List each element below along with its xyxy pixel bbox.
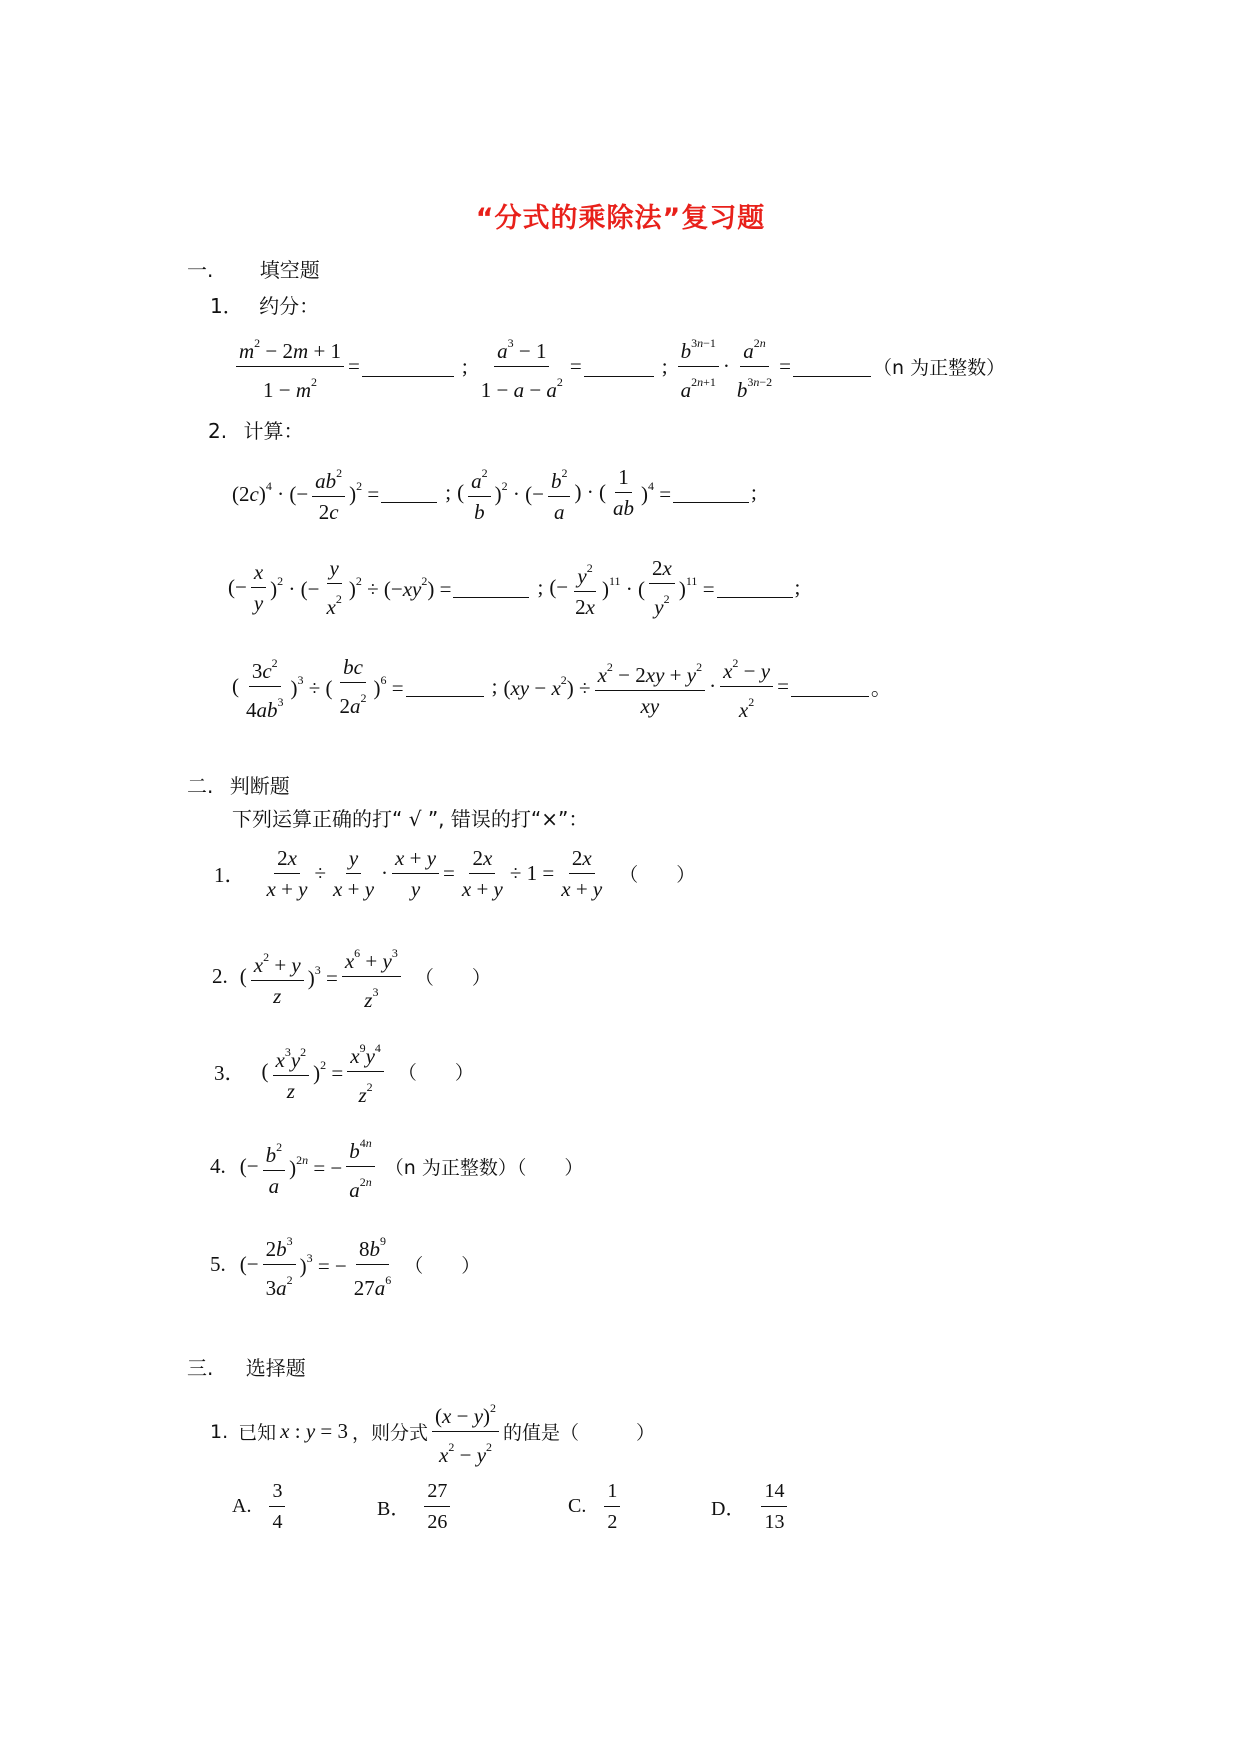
option-label: A. xyxy=(232,1495,252,1517)
fraction: $\frac{x}{y}$ xyxy=(251,559,266,616)
fraction: $\frac{a^{2n}}{b^{3n-2}}$ xyxy=(734,330,775,403)
calc-row-2: (− $\frac{x}{y}$ )$^2$ · (− $\frac{y}{x^2}$ )$^2 \div (-xy^2)$ = ; (− $\frac{y^2}{2x}$ )$^{11}$ · ( $\frac{2x}{y^2}$ )$^{11}$ = ; xyxy=(228,556,801,619)
answer-paren[interactable]: （ ） xyxy=(397,1062,474,1084)
answer-paren[interactable]: （ ） xyxy=(414,967,491,989)
option-c[interactable] xyxy=(568,1478,624,1535)
fraction: $\frac{y}{x^2}$ xyxy=(326,556,342,619)
judge-item-5: 5. (− $\frac{2b^3}{3a^2}$ )$^3$ = − $\frac{8b^9}{27a^6}$ （ ） xyxy=(210,1228,480,1301)
judge-item-1: 1． $\frac{2x}{x + y}$ ÷ $\frac{y}{x + y}$ · $\frac{x + y}{y}$ = $\frac{2x}{x + y}$ ÷ 1 = $\frac{2x}{x + y}$ （ ） xyxy=(214,846,696,901)
fraction: $\frac{27}{26}$ xyxy=(424,1478,450,1535)
item-number: 3． xyxy=(214,1060,246,1085)
fraction: $\frac{b^2}{a}$ xyxy=(263,1134,286,1199)
question-label: 约分： xyxy=(259,294,320,318)
answer-blank[interactable] xyxy=(584,356,654,377)
section-number: 一. xyxy=(187,258,214,282)
fraction: $\frac{b^2}{a}$ xyxy=(548,460,571,525)
answer-blank[interactable] xyxy=(717,577,793,598)
fraction: $\frac{2b^3}{3a^2}$ xyxy=(263,1228,296,1301)
section-number: 三. xyxy=(187,1356,214,1380)
question-number: 1． xyxy=(210,294,243,318)
answer-blank[interactable] xyxy=(362,356,454,377)
calc-row-1: $(2c)^4$ · (− $\frac{ab^2}{2c}$ )$^2$ = ; ( $\frac{a^2}{b}$ )$^2$ · (− $\frac{b^2}{a}$ ) · ( $\frac{1}{ab}$ )$^4$ = ; xyxy=(232,460,757,525)
fraction: $\frac{ab^2}{2c}$ xyxy=(312,460,345,525)
option-label: B． xyxy=(377,1498,411,1520)
fraction: $\frac{y}{x + y}$ xyxy=(333,846,375,901)
answer-blank[interactable] xyxy=(453,577,529,598)
question-1-heading xyxy=(210,290,319,319)
fraction: $\frac{2x}{y^2}$ xyxy=(649,555,675,620)
fraction: $\frac{x^6 + y^3}{z^3}$ xyxy=(342,940,401,1013)
section-1-heading xyxy=(187,254,320,283)
fraction: $\frac{x^9y^4}{z^2}$ xyxy=(347,1035,384,1108)
answer-paren[interactable]: （ ） xyxy=(619,864,696,886)
fraction: $\frac{2x}{x + y}$ xyxy=(266,846,308,901)
fraction: $\frac{a^3 - 1}{1 - a - a^2}$ xyxy=(478,330,566,403)
fraction: $\frac{b^{3n-1}}{a^{2n+1}}$ xyxy=(678,330,719,403)
fraction: $\frac{bc}{2a^2}$ xyxy=(339,655,367,718)
question-2-heading xyxy=(208,415,303,444)
section-3-heading xyxy=(187,1352,306,1381)
item-number: 2. xyxy=(212,964,228,988)
item-number: 4. xyxy=(210,1154,226,1178)
note-text[interactable]: （n 为正整数）（ ） xyxy=(384,1157,584,1179)
fraction: $\frac{x^2 - 2xy + y^2}{xy}$ xyxy=(595,654,706,719)
fraction: $\frac{x^2 - y}{x^2}$ xyxy=(720,650,773,723)
question-text: 的值是（ ） xyxy=(503,1422,656,1444)
judge-instruction: 下列运算正确的打“ √ ”, 错误的打“×”： xyxy=(232,807,589,831)
reduce-fractions-row: $\frac{m^2 - 2m + 1}{1 - m^2}$ = ; $\frac{a^3 - 1}{1 - a - a^2}$ = ; $\frac{b^{3n-1}}{a^{2n+1}}$ · $\frac{a^{2n}}{b^{3n-2}}$ = （n 为正整数） xyxy=(232,330,1005,403)
option-label: C. xyxy=(568,1495,587,1517)
choice-question-1: 1. 已知 x : y = 3 ，则分式 $\frac{(x - y)^2}{x^2 - y^2}$ 的值是（ ） xyxy=(210,1395,655,1468)
section-number: 二. xyxy=(187,774,214,798)
fraction: $\frac{x^2 + y}{z}$ xyxy=(251,944,304,1009)
judge-item-3: 3． ( $\frac{x^3y^2}{z}$ )$^2$ = $\frac{x^9y^4}{z^2}$ （ ） xyxy=(214,1035,474,1108)
question-text: ，则分式 xyxy=(352,1422,429,1444)
question-text: 已知 xyxy=(238,1422,277,1444)
answer-paren[interactable]: （ ） xyxy=(404,1255,481,1277)
fraction: $\frac{1}{ab}$ xyxy=(612,465,634,520)
judge-item-4: 4. (− $\frac{b^2}{a}$ )$^{2n}$ = − $\frac{b^{4n}}{a^{2n}}$ （n 为正整数）（ ） xyxy=(210,1130,583,1203)
fraction: $\frac{b^{4n}}{a^{2n}}$ xyxy=(346,1130,375,1203)
fraction: $\frac{x + y}{y}$ xyxy=(392,845,439,902)
note-text: （n 为正整数） xyxy=(873,357,1006,379)
fraction: $\frac{8b^9}{27a^6}$ xyxy=(351,1228,395,1301)
option-d[interactable] xyxy=(711,1478,791,1535)
page-title: “分式的乘除法”复习题 xyxy=(475,203,766,234)
question-number: 1. xyxy=(210,1420,229,1443)
question-number: 2. xyxy=(208,419,228,443)
fraction: $\frac{(x - y)^2}{x^2 - y^2}$ xyxy=(432,1395,499,1468)
fraction: $\frac{1}{2}$ xyxy=(604,1478,620,1535)
fraction: $\frac{m^2 - 2m + 1}{1 - m^2}$ xyxy=(236,330,344,403)
fraction: $\frac{2x}{x + y}$ xyxy=(461,846,503,901)
fraction: $\frac{3c^2}{4ab^3}$ xyxy=(243,650,287,723)
section-label: 判断题 xyxy=(229,774,290,798)
fraction: $\frac{3}{4}$ xyxy=(269,1478,285,1535)
section-label: 选择题 xyxy=(245,1356,306,1380)
judge-item-2: 2. ( $\frac{x^2 + y}{z}$ )$^3$ = $\frac{x^6 + y^3}{z^3}$ （ ） xyxy=(212,940,491,1013)
section-2-heading xyxy=(187,770,290,799)
item-number: 5. xyxy=(210,1252,226,1276)
answer-blank[interactable] xyxy=(793,356,871,377)
section-label: 填空题 xyxy=(259,258,320,282)
option-label: D． xyxy=(711,1498,746,1520)
fraction: $\frac{x^3y^2}{z}$ xyxy=(273,1039,310,1104)
fraction: $\frac{a^2}{b}$ xyxy=(468,460,491,525)
option-a[interactable] xyxy=(232,1478,289,1535)
end-mark: 。 xyxy=(870,675,892,700)
question-label: 计算： xyxy=(243,419,304,443)
answer-blank[interactable] xyxy=(673,482,749,503)
calc-row-3: ( $\frac{3c^2}{4ab^3}$ )$^3$ ÷ ( $\frac{bc}{2a^2}$ )$^6$ = ; $(xy - x^2)$ ÷ $\frac{x^2 - 2xy + y^2}{xy}$ · $\frac{x^2 - y}{x^2}$ = 。 xyxy=(232,650,892,723)
answer-blank[interactable] xyxy=(791,676,869,697)
answer-blank[interactable] xyxy=(381,482,437,503)
fraction: $\frac{y^2}{2x}$ xyxy=(572,555,598,620)
fraction: $\frac{14}{13}$ xyxy=(761,1478,787,1535)
option-b[interactable] xyxy=(377,1478,454,1535)
answer-blank[interactable] xyxy=(406,676,484,697)
fraction: $\frac{2x}{x + y}$ xyxy=(561,846,603,901)
item-number: 1． xyxy=(214,862,246,887)
